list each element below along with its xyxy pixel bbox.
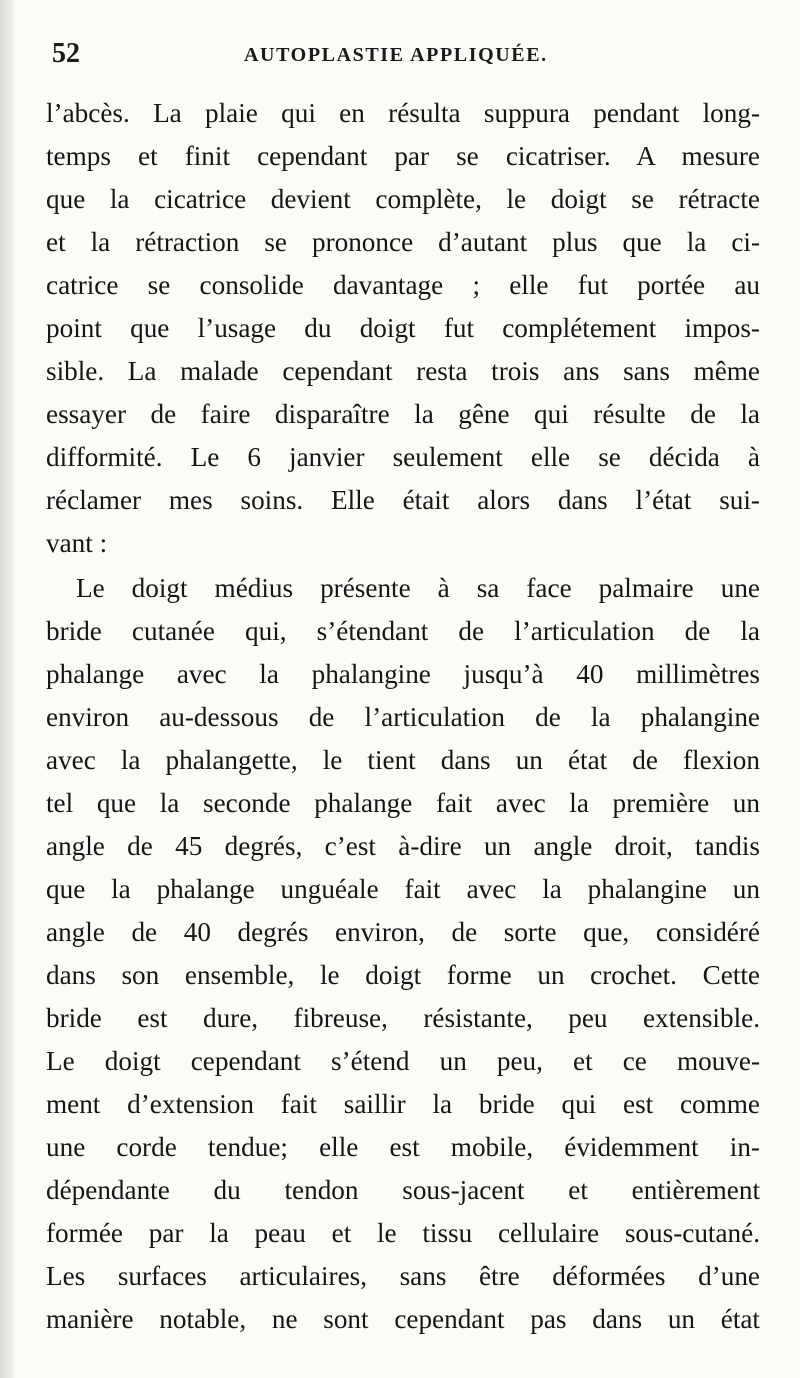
paragraph-2 (46, 567, 760, 1341)
text-line: angle de 45 degrés, c’est à-dire un angle droit, tandis (46, 831, 760, 861)
paragraph-1 (46, 92, 760, 565)
page-edge-shadow (0, 0, 14, 1378)
text-line: bride cutanée qui, s’étendant de l’articulation de la (46, 616, 760, 646)
text-line: environ au-dessous de l’articulation de la phalangine (46, 702, 760, 732)
text-line: difformité. Le 6 janvier seulement elle se décida à (46, 442, 760, 472)
text-line: que la phalange unguéale fait avec la phalangine un (46, 874, 760, 904)
body-text (46, 92, 760, 1341)
text-line: tel que la seconde phalange fait avec la première un (46, 788, 760, 818)
text-line: avec la phalangette, le tient dans un état de flexion (46, 745, 760, 775)
text-line: ment d’extension fait saillir la bride qui est comme (46, 1089, 760, 1119)
text-line: Le doigt médius présente à sa face palmaire une (76, 573, 760, 603)
page-header (46, 30, 766, 74)
text-line: bride est dure, fibreuse, résistante, peu extensible. (46, 1003, 760, 1033)
text-line: formée par la peau et le tissu cellulaire sous-cutané. (46, 1218, 760, 1248)
text-line: angle de 40 degrés environ, de sorte que, considéré (46, 917, 760, 947)
text-line: point que l’usage du doigt fut complétement impos- (46, 313, 760, 343)
text-line: catrice se consolide davantage ; elle fut portée au (46, 270, 760, 300)
text-line: que la cicatrice devient complète, le doigt se rétracte (46, 184, 760, 214)
text-line: dans son ensemble, le doigt forme un crochet. Cette (46, 960, 760, 990)
text-line: l’abcès. La plaie qui en résulta suppura pendant long- (46, 98, 760, 128)
running-title: AUTOPLASTIE APPLIQUÉE. (244, 44, 548, 66)
text-line: une corde tendue; elle est mobile, évidemment in- (46, 1132, 760, 1162)
text-line: phalange avec la phalangine jusqu’à 40 millimètres (46, 659, 760, 689)
page-number: 52 (52, 38, 80, 69)
text-line: et la rétraction se prononce d’autant plus que la ci- (46, 227, 760, 257)
text-line: vant : (46, 528, 108, 558)
text-line: Le doigt cependant s’étend un peu, et ce mouve- (46, 1046, 760, 1076)
text-line: Les surfaces articulaires, sans être déformées d’une (46, 1261, 760, 1291)
text-line: sible. La malade cependant resta trois ans sans même (46, 356, 760, 386)
text-line: temps et finit cependant par se cicatriser. A mesure (46, 141, 760, 171)
text-line: réclamer mes soins. Elle était alors dans l’état sui- (46, 485, 760, 515)
text-line: essayer de faire disparaître la gêne qui résulte de la (46, 399, 760, 429)
text-line: dépendante du tendon sous-jacent et entièrement (46, 1175, 760, 1205)
text-line: manière notable, ne sont cependant pas dans un état (46, 1304, 760, 1334)
